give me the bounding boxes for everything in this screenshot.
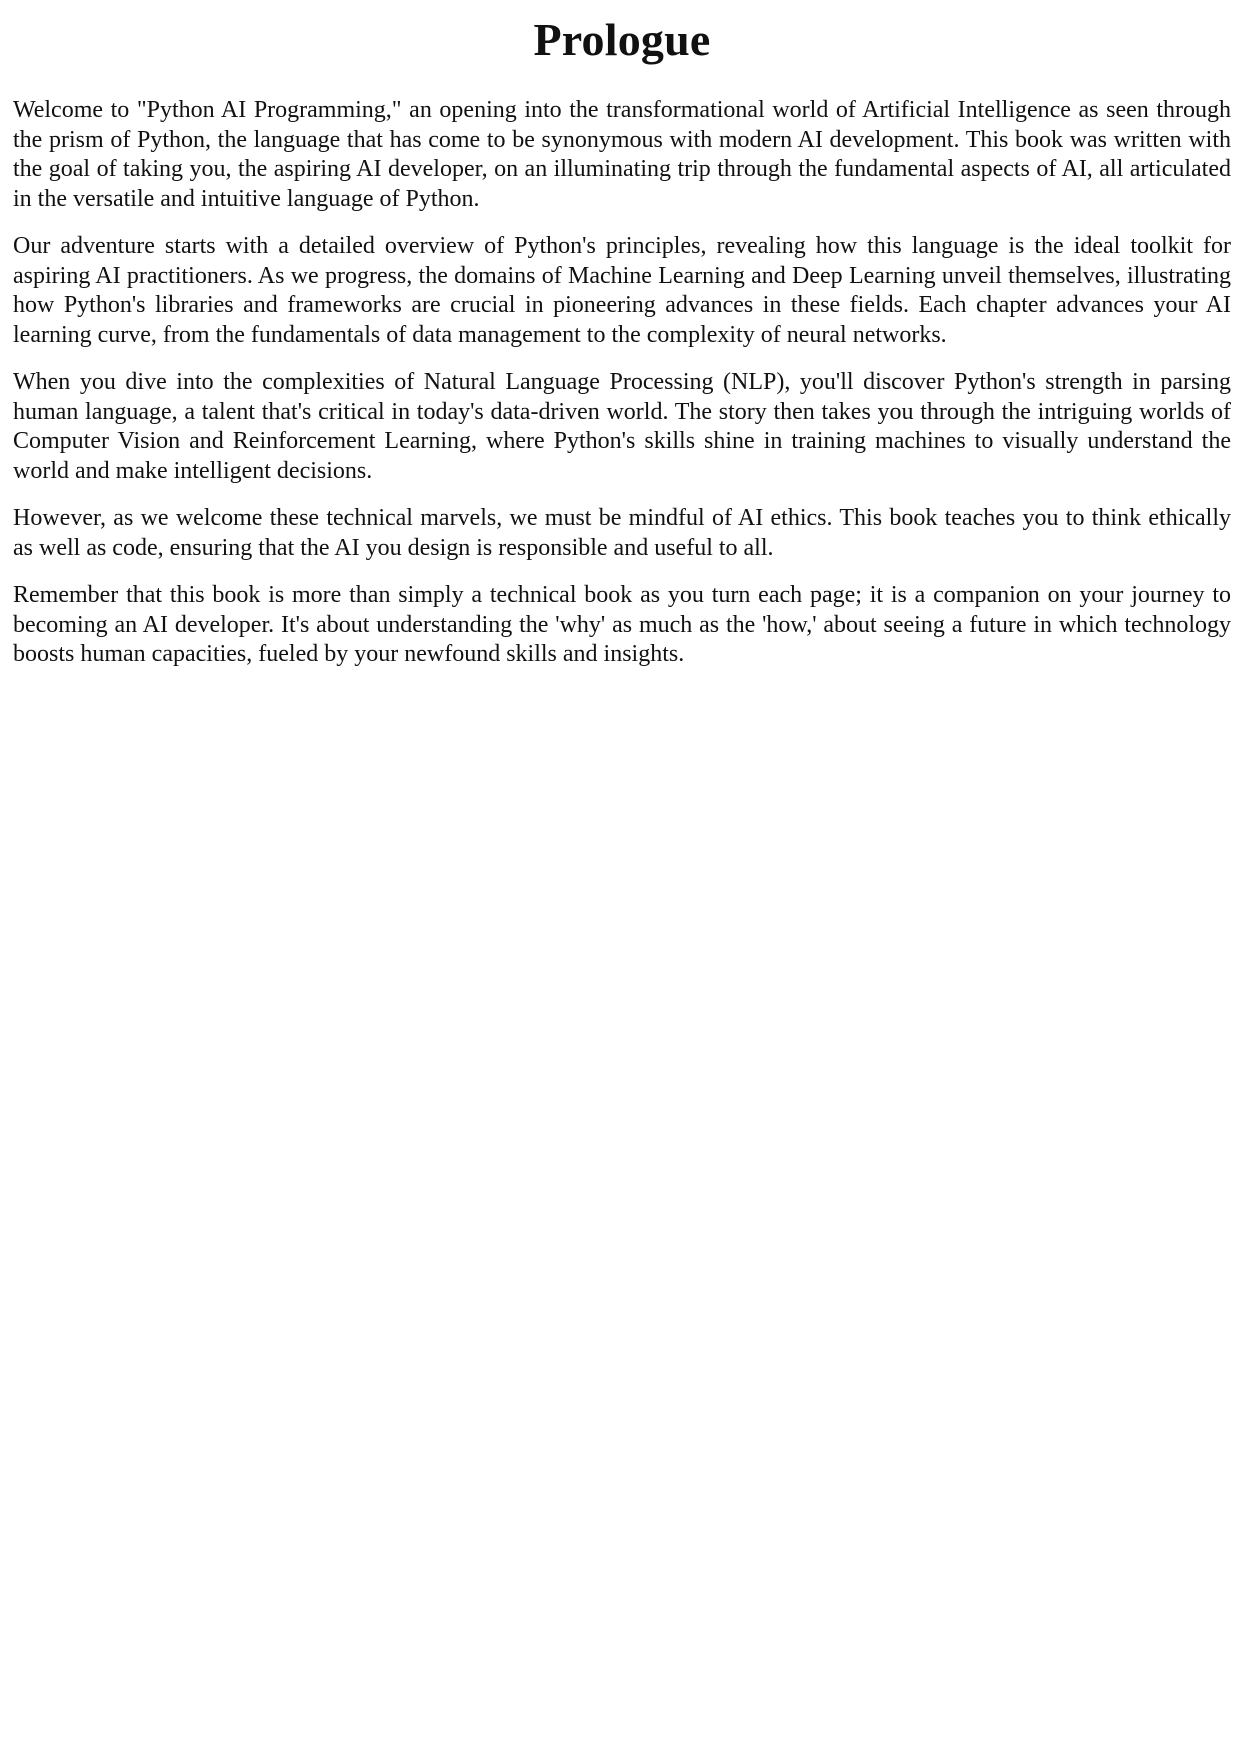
prologue-body (13, 96, 1231, 670)
paragraph-5: Remember that this book is more than simply a technical book as you turn each page; it is a companion on your journey to becoming an AI developer. It's about understanding the 'why' as much as the 'how,' about seeing a future in which technology boosts human capacities, fueled by your newfound skills and insights. (13, 582, 1231, 667)
paragraph-2: Our adventure starts with a detailed overview of Python's principles, revealing how this language is the ideal toolkit for aspiring AI practitioners. As we progress, the domains of Machine Learning and Deep Learning unveil themselves, illustrating how Python's libraries and frameworks are crucial in pioneering advances in these fields. Each chapter advances your AI learning curve, from the fundamentals of data management to the complexity of neural networks. (13, 233, 1231, 348)
paragraph-4: However, as we welcome these technical marvels, we must be mindful of AI ethics. This book teaches you to think ethically as well as code, ensuring that the AI you design is responsible and useful to all. (13, 505, 1231, 561)
paragraph-3: When you dive into the complexities of Natural Language Processing (NLP), you'll discover Python's strength in parsing human language, a talent that's critical in today's data-driven world. The story then takes you through the intriguing worlds of Computer Vision and Reinforcement Learning, where Python's skills shine in training machines to visually understand the world and make intelligent decisions. (13, 369, 1231, 484)
page-title: Prologue (533, 14, 711, 65)
paragraph-1: Welcome to "Python AI Programming," an opening into the transformational world of Artificial Intelligence as seen through the prism of Python, the language that has come to be synonymous with modern AI development. This book was written with the goal of taking you, the aspiring AI developer, on an illuminating trip through the fundamental aspects of AI, all articulated in the versatile and intuitive language of Python. (13, 97, 1231, 212)
document-page (13, 0, 1231, 688)
